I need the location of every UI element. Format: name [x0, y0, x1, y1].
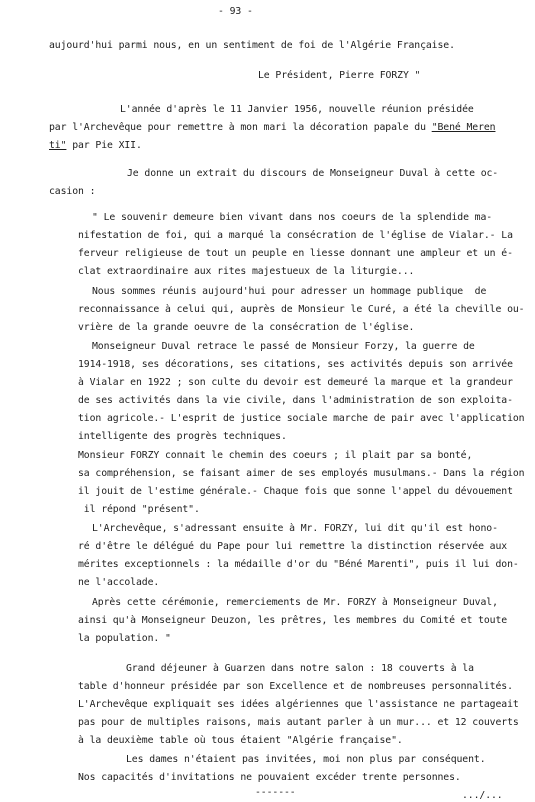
- text-line: L'année d'après le 11 Janvier 1956, nouvelle réunion présidée: [120, 104, 474, 115]
- text-line: L'Archevêque expliquait ses idées algériennes que l'assistance ne partageait: [78, 699, 519, 710]
- text-line: " Le souvenir demeure bien vivant dans nos coeurs de la splendide ma-: [92, 212, 493, 223]
- text-line: casion :: [49, 186, 96, 197]
- text-line: vrière de la grande oeuvre de la consécration de l'église.: [78, 322, 415, 333]
- text-line: ferveur religieuse de tout un peuple en liesse donnant une ampleur et un é-: [78, 248, 513, 259]
- text-line: la population. ": [78, 633, 171, 644]
- text-line: ne l'accolade.: [78, 577, 160, 588]
- text-line: Monsieur FORZY connait le chemin des coeurs ; il plait par sa bonté,: [78, 450, 473, 461]
- text-line: à la deuxième table où tous étaient "Algérie française".: [78, 735, 403, 746]
- text-line: ti" par Pie XII.: [49, 140, 142, 151]
- underlined-title: "Bené Meren: [431, 122, 496, 133]
- text-line: Je donne un extrait du discours de Monseigneur Duval à cette oc-: [127, 168, 499, 179]
- text-line: pas pour de multiples raisons, mais autant parler à un mur... et 12 couverts: [78, 717, 519, 728]
- text-line: mérites exceptionnels : la médaille d'or du "Béné Marenti", puis il lui don-: [78, 559, 519, 570]
- continuation-mark: .../...: [462, 790, 503, 801]
- text-line: tion agricole.- L'esprit de justice sociale marche de pair avec l'application: [78, 413, 525, 424]
- text-line: il jouit de l'estime générale.- Chaque fois que sonne l'appel du dévouement: [78, 486, 513, 497]
- text-line: Les dames n'étaient pas invitées, moi non plus par conséquent.: [126, 754, 486, 765]
- text-line: 1914-1918, ses décorations, ses citations, ses activités depuis son arrivée: [78, 359, 513, 370]
- text-line: Après cette cérémonie, remerciements de Mr. FORZY à Monseigneur Duval,: [92, 597, 498, 608]
- text-line: ré d'être le délégué du Pape pour lui remettre la distinction réservée aux: [78, 541, 508, 552]
- text-line: sa compréhension, se faisant aimer de ses employés musulmans.- Dans la région: [78, 468, 525, 479]
- text-line: par l'Archevêque pour remettre à mon mari la décoration papale du "Bené Meren: [49, 122, 496, 133]
- text-line: il répond "présent".: [78, 504, 200, 515]
- text-line: ainsi qu'à Monseigneur Deuzon, les prêtres, les membres du Comité et toute: [78, 615, 508, 626]
- text-line: intelligente des progrès techniques.: [78, 431, 287, 442]
- text-line: Nos capacités d'invitations ne pouvaient excéder trente personnes.: [78, 772, 461, 783]
- text-line: aujourd'hui parmi nous, en un sentiment de foi de l'Algérie Française.: [49, 40, 455, 51]
- text-line: Grand déjeuner à Guarzen dans notre salon : 18 couverts à la: [126, 663, 474, 674]
- section-separator: -------: [255, 787, 296, 798]
- underlined-title: ti": [49, 140, 67, 151]
- text-line: L'Archevêque, s'adressant ensuite à Mr. FORZY, lui dit qu'il est hono-: [92, 523, 498, 534]
- text-line: Monseigneur Duval retrace le passé de Monsieur Forzy, la guerre de: [92, 341, 475, 352]
- text-line: table d'honneur présidée par son Excellence et de nombreuses personnalités.: [78, 681, 513, 692]
- text-line: nifestation de foi, qui a marqué la consécration de l'église de Vialar.- La: [78, 230, 513, 241]
- text-line: reconnaissance à celui qui, auprès de Monsieur le Curé, a été la cheville ou-: [78, 304, 525, 315]
- page-number: - 93 -: [218, 6, 253, 17]
- text-line: Nous sommes réunis aujourd'hui pour adresser un hommage publique de: [92, 286, 487, 297]
- signature-line: Le Président, Pierre FORZY ": [258, 70, 421, 81]
- text-line: à Vialar en 1922 ; son culte du devoir est demeuré la marque et la grandeur: [78, 377, 513, 388]
- text-line: clat extraordinaire aux rites majestueux de la liturgie...: [78, 266, 415, 277]
- text-line: de ses activités dans la vie civile, dans l'administration de son exploita-: [78, 395, 513, 406]
